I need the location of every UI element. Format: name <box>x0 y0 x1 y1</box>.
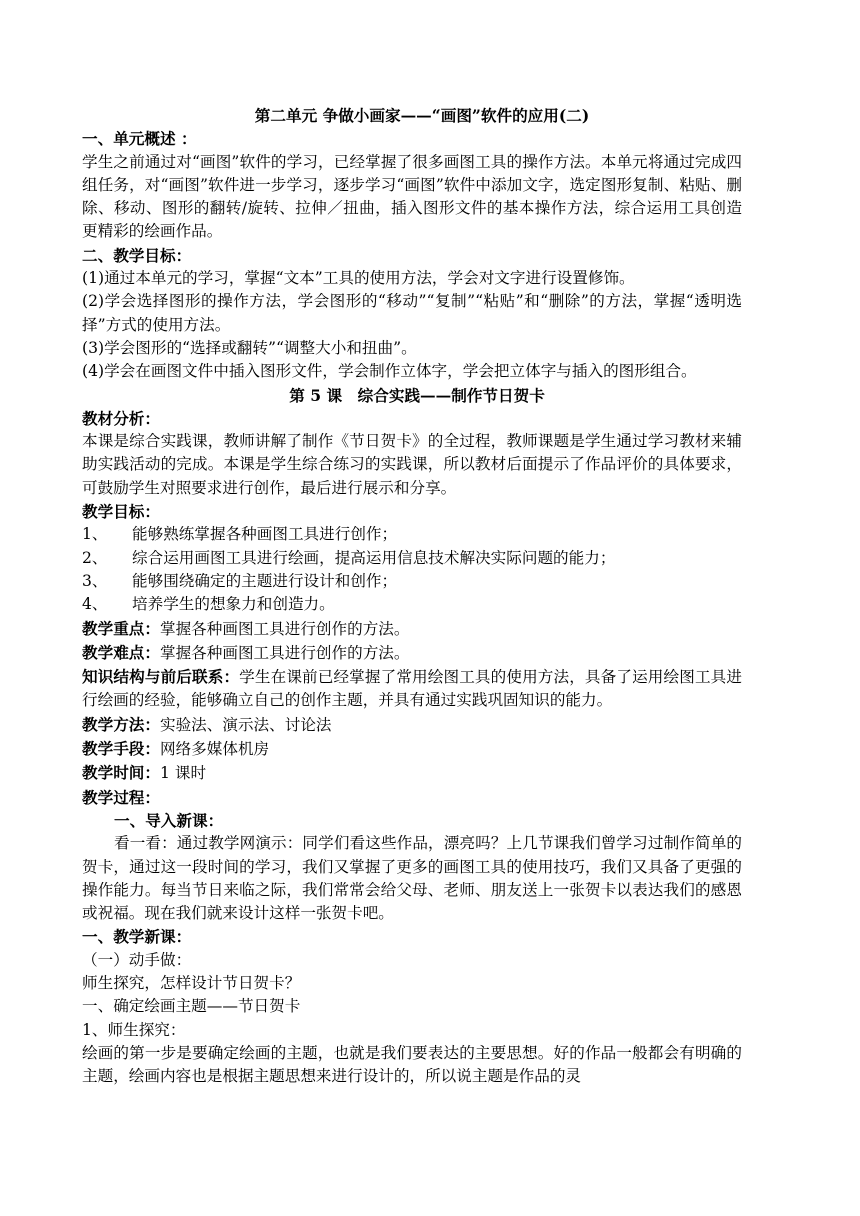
theme-text: 绘画的第一步是要确定绘画的主题，也就是我们要表达的主要思想。好的作品一般都会有明确的主题，绘画内容也是根据主题思想来进行设计的，所以说主题是作品的灵 <box>82 1043 742 1086</box>
method-row <box>82 713 742 737</box>
goal-item-3: (3)学会图形的“选择或翻转”“调整大小和扭曲”。 <box>82 338 417 357</box>
knowledge-row <box>82 665 742 713</box>
theme-line: 一、确定绘画主题——节日贺卡 <box>82 997 301 1016</box>
objective-item-3 <box>82 570 742 593</box>
objective-text: 能够围绕确定的主题进行设计和创作； <box>132 571 398 590</box>
process-heading: 教学过程： <box>82 787 160 807</box>
analysis-heading: 教材分析： <box>82 408 160 428</box>
difficulty-text: 掌握各种画图工具进行创作的方法。 <box>159 643 410 662</box>
intro-heading: 一、导入新课： <box>114 810 224 830</box>
difficulty-row <box>82 641 742 665</box>
objective-number: 1、 <box>82 525 108 544</box>
knowledge-text: 学生在课前已经掌握了常用绘图工具的使用方法，具备了运用绘图工具进行绘画的经验，能够确立自己的创作主题，并具有通过实践巩固知识的能力。 <box>82 668 742 710</box>
objective-item-4 <box>82 593 742 616</box>
overview-text: 学生之前通过对“画图”软件的学习，已经掌握了很多画图工具的操作方法。本单元将通过完成四组任务，对“画图”软件进一步学习，逐步学习“画图”软件中添加文字，选定图形复制、粘贴、删除、移动、图形的翻转/旋转、拉伸／扭曲，插入图形文件的基本操作方法，综合运用工具创造更精彩的绘画作品。 <box>82 152 742 241</box>
document-page <box>82 104 742 1088</box>
objective-text: 能够熟练掌握各种画图工具进行创作； <box>132 525 398 544</box>
objective-item-1 <box>82 523 742 546</box>
explore-question: 师生探究，怎样设计节日贺卡？ <box>82 973 301 992</box>
unit-title: 第二单元 争做小画家——“画图”软件的应用(二) <box>254 106 590 125</box>
objective-number: 3、 <box>82 571 108 590</box>
key-point-row <box>82 617 742 641</box>
objective-text: 培养学生的想象力和创造力。 <box>132 595 335 614</box>
explore-label: 1、师生探究： <box>82 1020 186 1039</box>
new-lesson-heading: 一、教学新课： <box>82 927 192 947</box>
means-label: 教学手段： <box>82 739 160 759</box>
time-label: 教学时间： <box>82 763 160 783</box>
lesson-title: 第 5 课 综合实践——制作节日贺卡 <box>289 385 545 405</box>
knowledge-label: 知识结构与前后联系： <box>82 667 240 687</box>
hands-on-line: （一）动手做： <box>82 950 192 969</box>
method-text: 实验法、演示法、讨论法 <box>159 715 332 734</box>
key-point-label: 教学重点： <box>82 618 160 638</box>
analysis-text: 本课是综合实践课，教师讲解了制作《节日贺卡》的全过程，教师课题是学生通过学习教材来辅助实践活动的完成。本课是学生综合练习的实践课，所以教材后面提示了作品评价的具体要求，可鼓励学生对照要求进行创作，最后进行展示和分享。 <box>82 432 742 497</box>
key-point-text: 掌握各种画图工具进行创作的方法。 <box>159 619 410 638</box>
means-text: 网络多媒体机房 <box>159 740 270 759</box>
method-label: 教学方法： <box>82 714 160 734</box>
objectives-heading: 教学目标： <box>82 502 160 522</box>
time-row <box>82 761 742 785</box>
goal-item-2: (2)学会选择图形的操作方法，学会图形的“移动”“复制”“粘贴”和“删除”的方法，掌握“透明选择”方式的使用方法。 <box>82 292 742 334</box>
objective-text: 综合运用画图工具进行绘画，提高运用信息技术解决实际问题的能力； <box>132 548 616 567</box>
intro-text: 看一看：通过教学网演示：同学们看这些作品，漂亮吗？上几节课我们曾学习过制作简单的贺卡，通过这一段时间的学习，我们又掌握了更多的画图工具的使用技巧，我们又具备了更强的操作能力。每当节日来临之际，我们常常会给父母、老师、朋友送上一张贺卡以表达我们的感恩或祝福。现在我们就来设计这样一张贺卡吧。 <box>82 834 742 923</box>
goal-item-1: (1)通过本单元的学习，掌握“文本”工具的使用方法，学会对文字进行设置修饰。 <box>82 269 635 288</box>
goals-heading: 二、教学目标： <box>82 245 192 265</box>
goal-item-4: (4)学会在画图文件中插入图形文件，学会制作立体字，学会把立体字与插入的图形组合。 <box>82 362 697 381</box>
means-row <box>82 737 742 761</box>
time-text: 1 课时 <box>159 764 207 783</box>
objective-number: 2、 <box>82 548 108 567</box>
objective-item-2 <box>82 547 742 570</box>
overview-heading: 一、单元概述 ： <box>82 129 197 149</box>
difficulty-label: 教学难点： <box>82 642 160 662</box>
objective-number: 4、 <box>82 595 108 614</box>
